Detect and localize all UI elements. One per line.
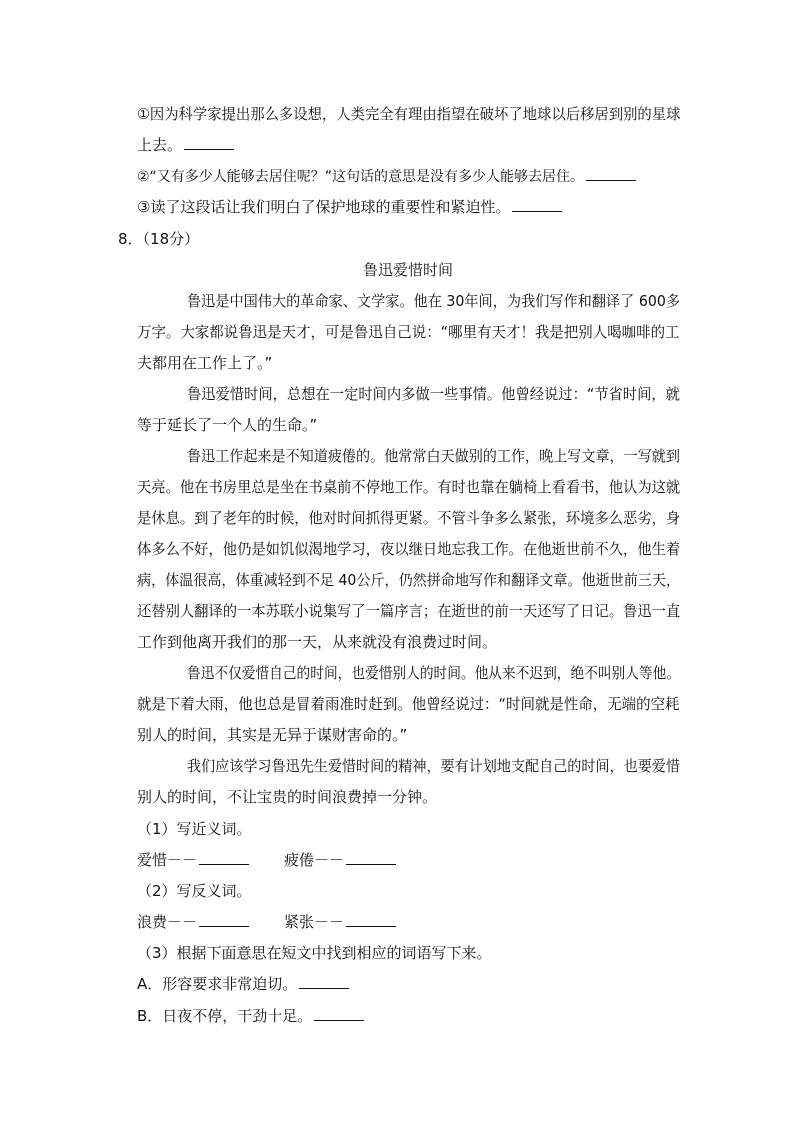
sub-question-3-item-b — [137, 1005, 364, 1027]
sub-question-1-item-2 — [284, 849, 396, 871]
prev-item-3 — [137, 196, 562, 218]
passage-line: 万字。大家都说鲁迅是天才，可是鲁迅自己说：“哪里有天才！我是把别人喝咖啡的工 — [137, 323, 680, 341]
prev-item-1-line1: ①因为科学家提出那么多设想，人类完全有理由指望在破坏了地球以后移居到别的星球 — [137, 105, 681, 123]
passage-title: 鲁迅爱惜时间 — [363, 261, 454, 279]
passage-line: 夫都用在工作上了。” — [137, 354, 273, 372]
meaning-prompt: B．日夜不停，干劲十足。 — [137, 1007, 313, 1025]
meaning-prompt: A．形容要求非常迫切。 — [137, 975, 298, 993]
passage-line: 是休息。到了老年的时候，他对时间抓得更紧。不管斗争多么紧张，环境多么恶劣，身 — [137, 509, 681, 527]
passage-line: 我们应该学习鲁迅先生爱惜时间的精神，要有计划地支配自己的时间，也要爱惜 — [187, 757, 680, 775]
passage-line: 别人的时间，不让宝贵的时间浪费掉一分钟。 — [137, 788, 438, 806]
synonym-prompt: 爱惜－－ — [137, 851, 198, 869]
antonym-prompt: 紧张－－ — [284, 913, 345, 931]
passage-line: 鲁迅不仅爱惜自己的时间，也爱惜别人的时间。他从来不迟到，绝不叫别人等他。 — [187, 664, 681, 682]
answer-blank[interactable] — [314, 1006, 364, 1021]
passage-line: 还替别人翻译的一本苏联小说集写了一篇序言；在逝世的前一天还写了日记。鲁迅一直 — [137, 602, 681, 620]
answer-blank[interactable] — [199, 912, 249, 927]
sub-question-1-item-1 — [137, 849, 249, 871]
answer-blank[interactable] — [346, 912, 396, 927]
passage-line: 病，体温很高，体重减轻到不足 40公斤，仍然拼命地写作和翻译文章。他逝世前三天， — [137, 571, 680, 589]
answer-blank[interactable] — [184, 135, 234, 150]
passage-line: 体多么不好，他仍是如饥似渴地学习，夜以继日地忘我工作。在他逝世前不久，他生着 — [137, 540, 681, 558]
sub-question-2-item-2 — [284, 911, 396, 933]
passage-line: 就是下着大雨，他也总是冒着雨准时赶到。他曾经说过：“时间就是性命，无端的空耗 — [137, 695, 680, 713]
passage-line: 鲁迅爱惜时间，总想在一定时间内多做一些事情。他曾经说过：“节省时间，就 — [187, 385, 680, 403]
prev-item-3-text: ③读了这段话让我们明白了保护地球的重要性和紧迫性。 — [137, 198, 511, 216]
passage-line: 别人的时间，其实是无异于谋财害命的。” — [137, 726, 408, 744]
sub-question-1-label: （1）写近义词。 — [137, 820, 252, 838]
sub-question-2-item-1 — [137, 911, 249, 933]
passage-line: 等于延长了一个人的生命。” — [137, 416, 318, 434]
passage-line: 工作到他离开我们的那一天，从来就没有浪费过时间。 — [137, 633, 498, 651]
answer-blank[interactable] — [586, 166, 636, 181]
sub-question-3-item-a — [137, 973, 349, 995]
passage-line: 天亮。他在书房里总是坐在书桌前不停地工作。有时也靠在躺椅上看看书，他认为这就 — [137, 478, 681, 496]
answer-blank[interactable] — [299, 974, 349, 989]
answer-blank[interactable] — [346, 850, 396, 865]
sub-question-3-label: （3）根据下面意思在短文中找到相应的词语写下来。 — [137, 944, 492, 962]
answer-blank[interactable] — [199, 850, 249, 865]
synonym-prompt: 疲倦－－ — [284, 851, 345, 869]
prev-item-2-text: ②“又有多少人能够去居住呢？”这句话的意思是没有多少人能够去居住。 — [137, 169, 585, 185]
prev-item-2 — [137, 165, 636, 188]
passage-line: 鲁迅工作起来是不知道疲倦的。他常常白天做别的工作，晚上写文章，一写就到 — [187, 447, 680, 465]
answer-blank[interactable] — [512, 197, 562, 212]
prev-item-1-line2 — [137, 134, 234, 156]
question-number: 8．（18分） — [118, 230, 200, 248]
passage-line: 鲁迅是中国伟大的革命家、文学家。他在 30年间，为我们写作和翻译了 600多 — [187, 292, 681, 310]
antonym-prompt: 浪费－－ — [137, 913, 198, 931]
sub-question-2-label: （2）写反义词。 — [137, 882, 252, 900]
prev-item-1-line2-text: 上去。 — [137, 136, 183, 154]
